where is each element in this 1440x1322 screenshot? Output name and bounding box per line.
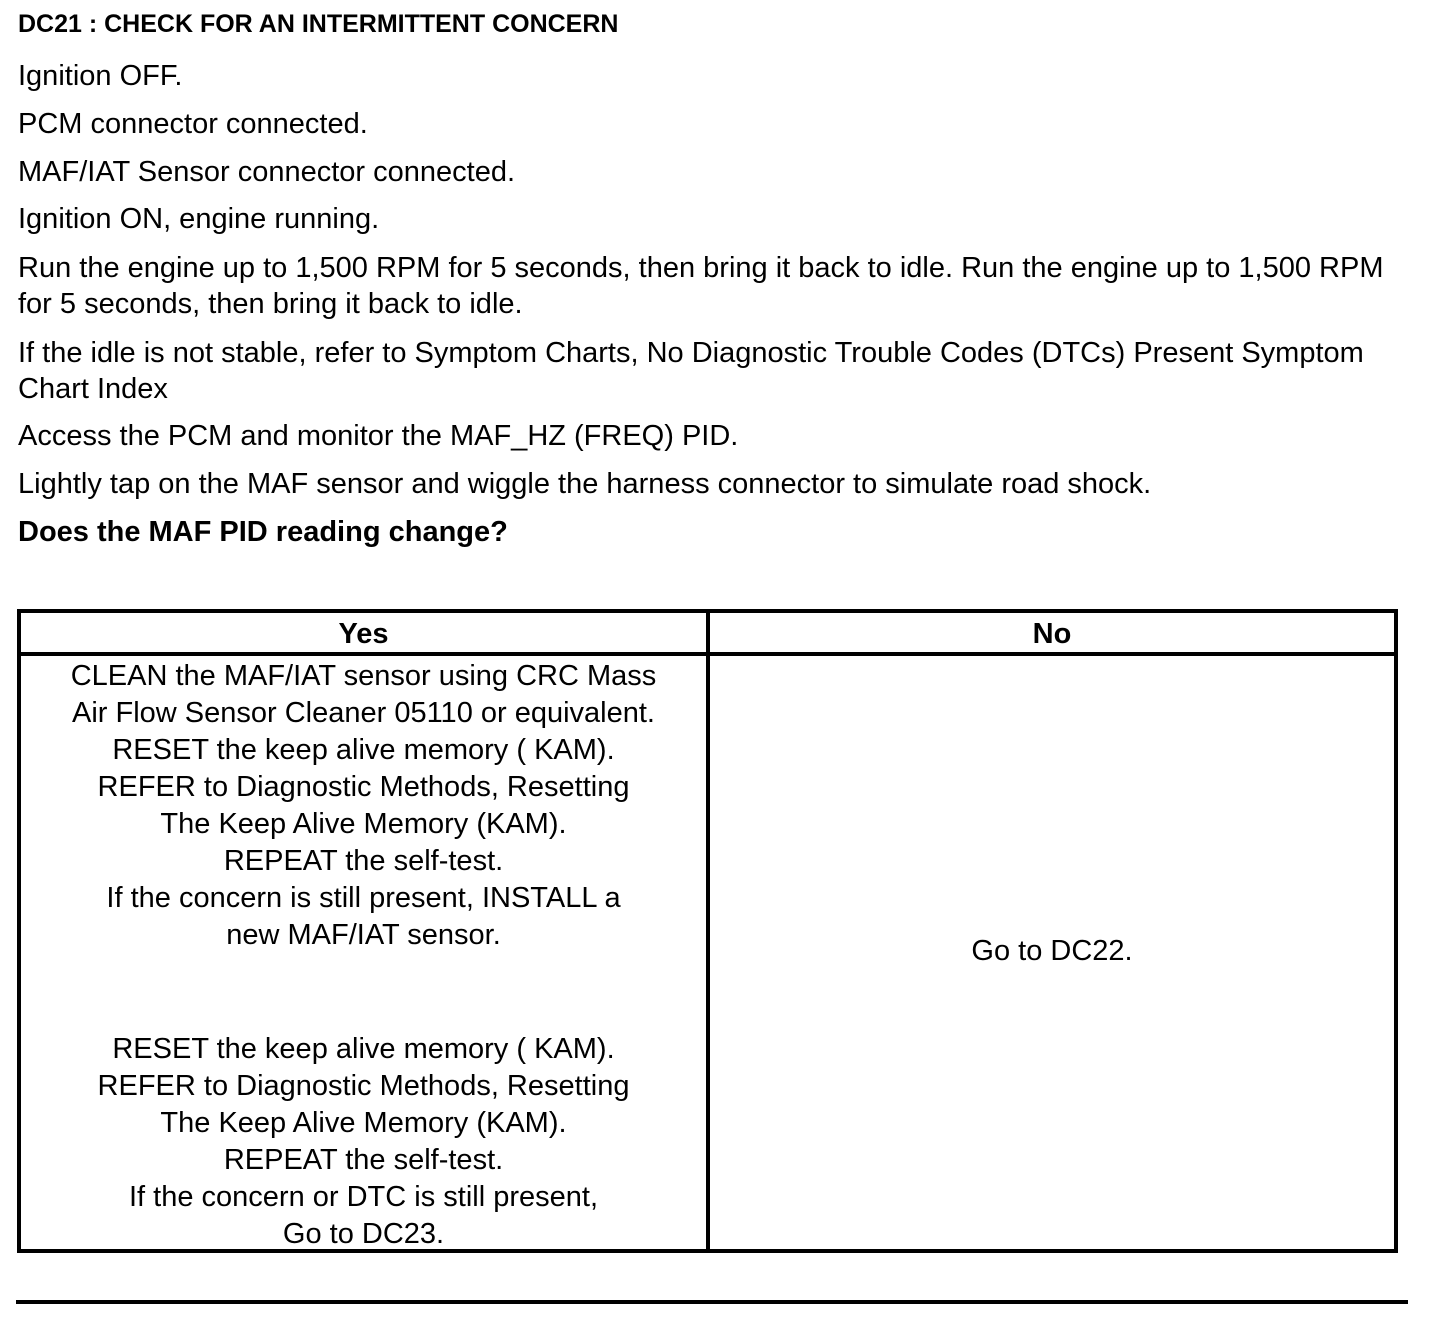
diagnostic-question: Does the MAF PID reading change?: [18, 516, 508, 548]
yes-line: If the concern or DTC is still present,: [129, 1181, 598, 1213]
step-access-pcm: Access the PCM and monitor the MAF_HZ (FREQ) PID.: [18, 420, 739, 452]
step-run-engine: Run the engine up to 1,500 RPM for 5 seconds, then bring it back to idle. Run the engine up to 1,500 RPM for 5 seconds, then bring it back to idle.: [18, 252, 1384, 320]
yes-line: Air Flow Sensor Cleaner 05110 or equivalent.: [71, 697, 655, 729]
yes-line: REFER to Diagnostic Methods, Resetting: [97, 1070, 630, 1102]
yes-line: RESET the keep alive memory ( KAM).: [112, 734, 615, 766]
step-pcm-connector: PCM connector connected.: [18, 108, 368, 140]
step-tap-maf-sensor: Lightly tap on the MAF sensor and wiggle the harness connector to simulate road shock.: [18, 468, 1152, 500]
yes-line: REPEAT the self-test.: [223, 845, 504, 877]
no-action: Go to DC22.: [971, 935, 1133, 967]
yes-no-table: [17, 609, 1398, 1253]
yes-action-block-1: [21, 658, 706, 954]
yes-column-header: Yes: [338, 618, 389, 650]
yes-line: REFER to Diagnostic Methods, Resetting: [97, 771, 630, 803]
bottom-rule: [16, 1300, 1408, 1304]
yes-line: REPEAT the self-test.: [223, 1144, 504, 1176]
no-column-header: No: [1032, 618, 1072, 650]
step-ignition-off: Ignition OFF.: [18, 60, 183, 92]
yes-action-block-2: [21, 1031, 706, 1253]
yes-line: If the concern is still present, INSTALL a: [106, 882, 621, 914]
step-ignition-on: Ignition ON, engine running.: [18, 203, 380, 235]
step-maf-iat-connector: MAF/IAT Sensor connector connected.: [18, 156, 516, 188]
step-idle-not-stable: If the idle is not stable, refer to Symptom Charts, No Diagnostic Trouble Codes (DTCs) Present Symptom Chart Index: [18, 337, 1364, 405]
yes-line: RESET the keep alive memory ( KAM).: [112, 1033, 615, 1065]
yes-line: CLEAN the MAF/IAT sensor using CRC Mass: [70, 660, 657, 692]
page-title: DC21 : CHECK FOR AN INTERMITTENT CONCERN: [18, 10, 619, 38]
column-divider: [706, 613, 710, 1249]
yes-line: The Keep Alive Memory (KAM).: [160, 1107, 567, 1139]
header-divider: [21, 652, 1394, 656]
yes-line: The Keep Alive Memory (KAM).: [160, 808, 567, 840]
yes-line: Go to DC23.: [282, 1218, 445, 1250]
yes-line: new MAF/IAT sensor.: [226, 919, 501, 951]
